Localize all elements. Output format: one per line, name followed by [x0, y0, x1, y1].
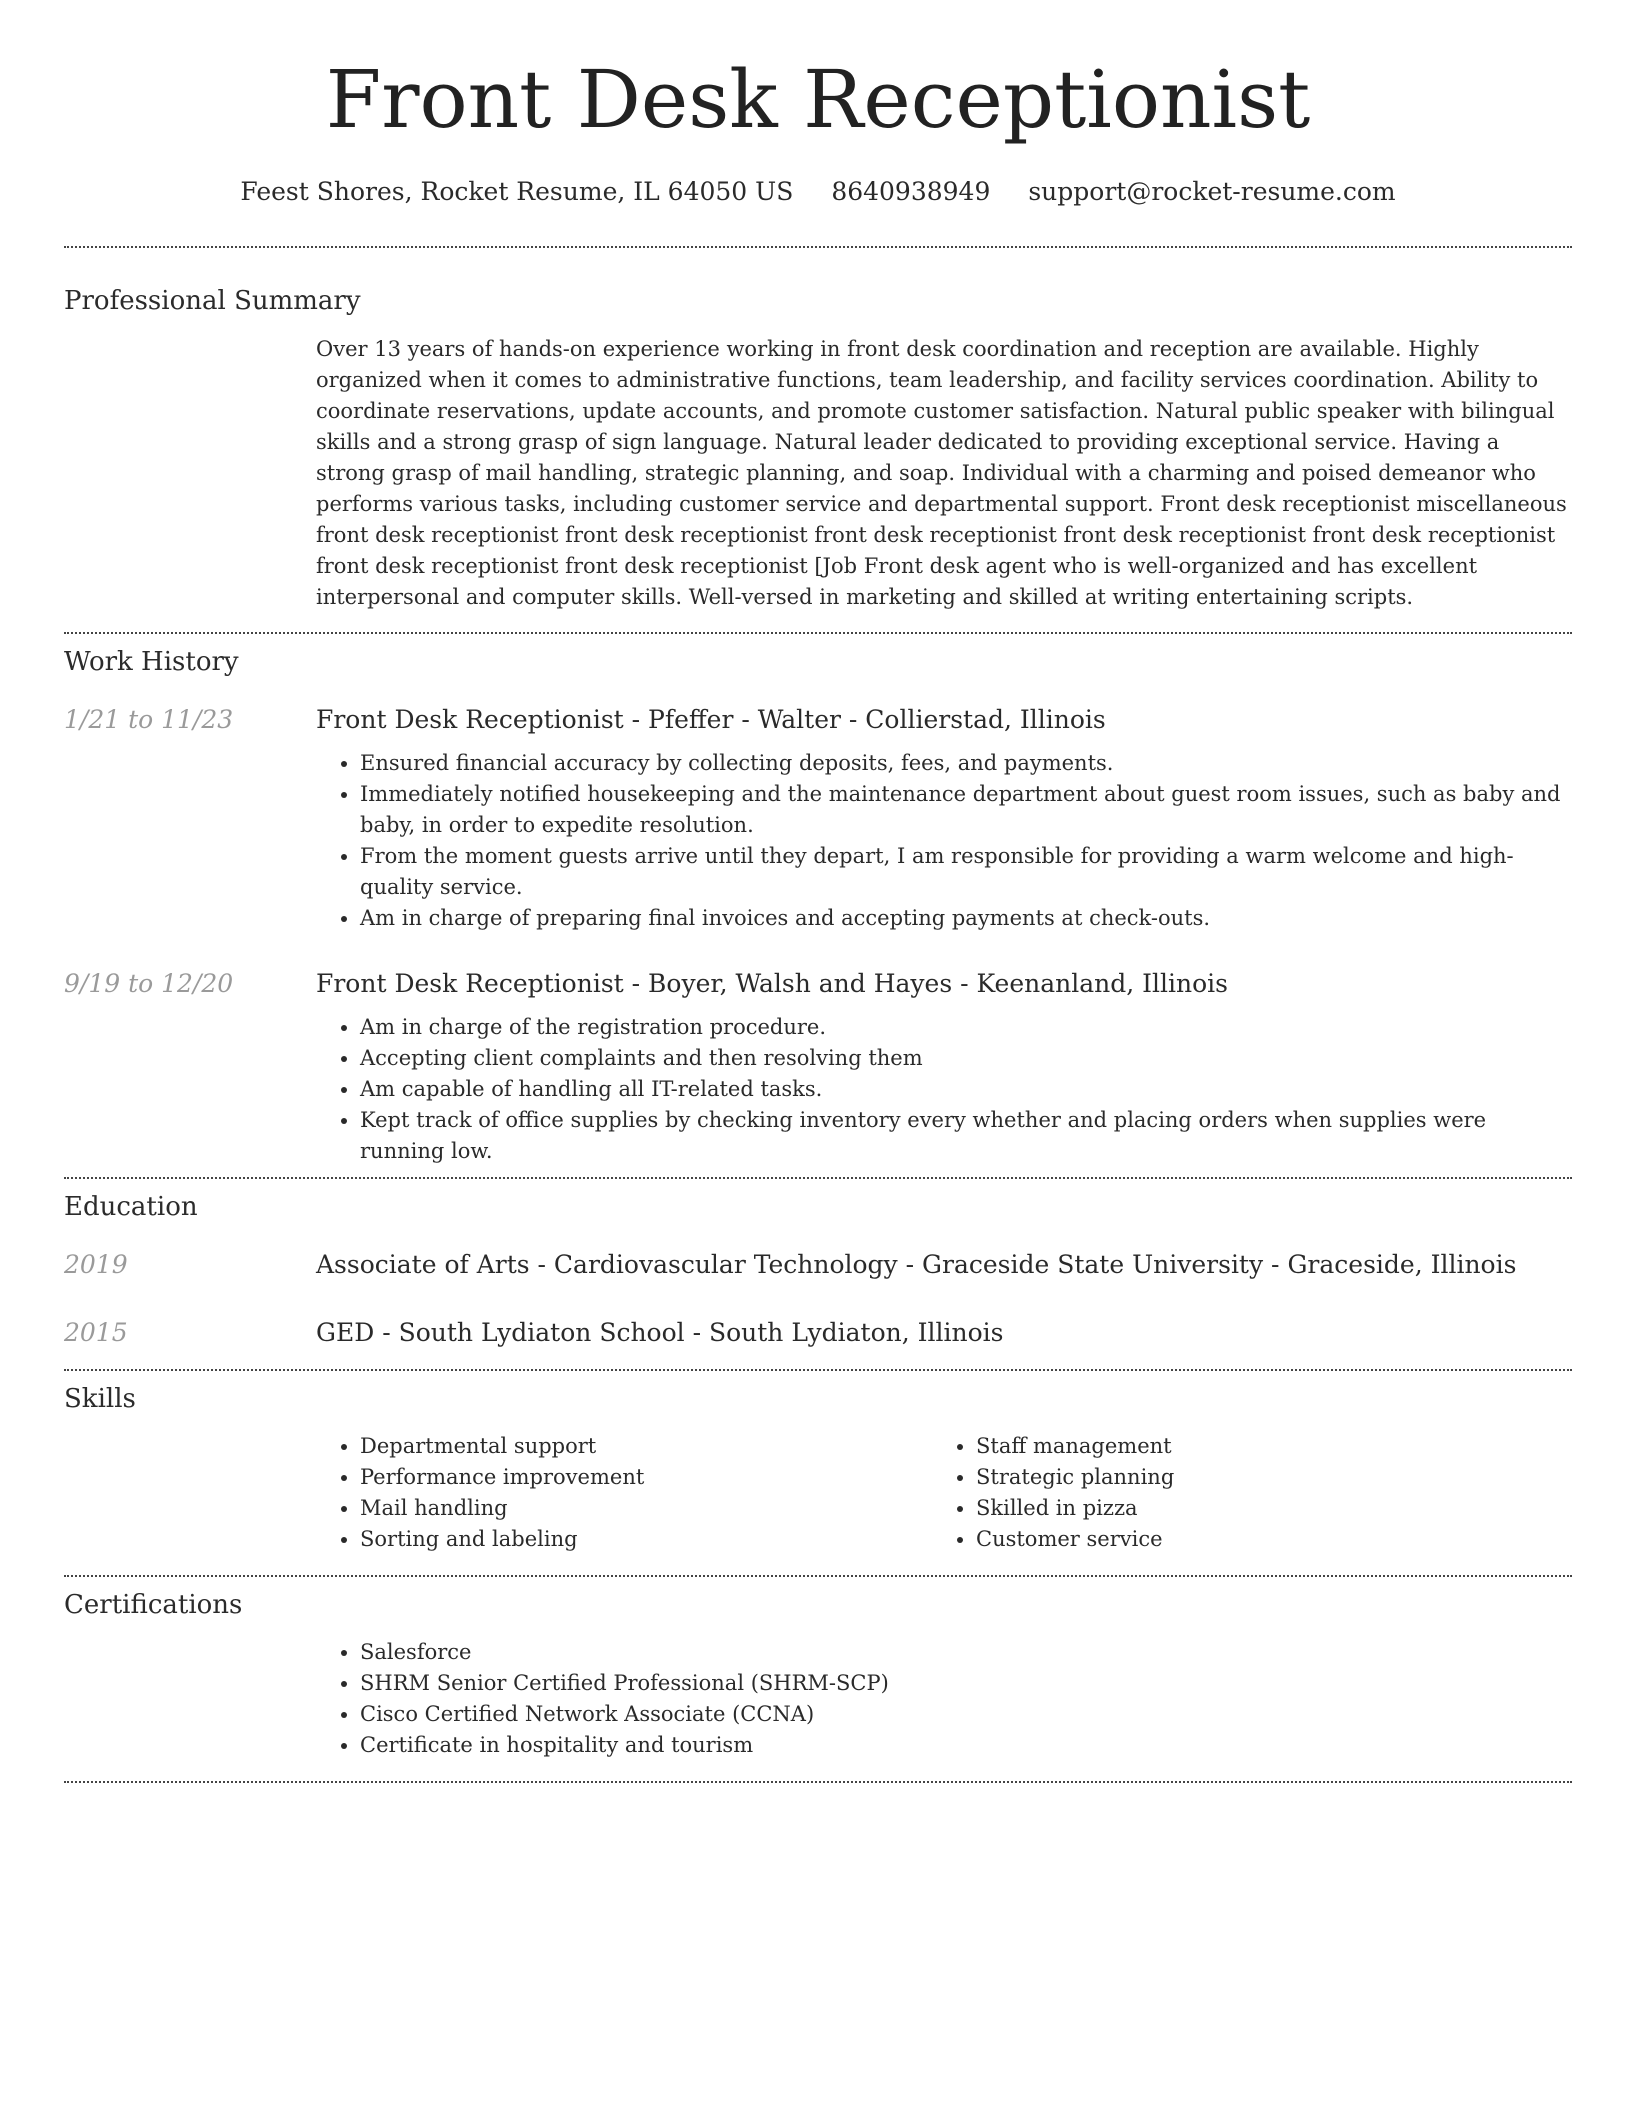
- education-entry: [64, 1249, 1572, 1281]
- education-heading: GED - South Lydiaton School - South Lydiaton, Illinois: [316, 1318, 1004, 1347]
- skills-grid: [316, 1431, 1572, 1555]
- education-year: 2019: [64, 1250, 128, 1279]
- list-item: • From the moment guests arrive until they depart, I am responsible for providing a warm welcome and high-quality service.: [360, 841, 1572, 903]
- list-item: • SHRM Senior Certified Professional (SHRM-SCP): [360, 1668, 1572, 1699]
- resume-page: [64, 0, 1572, 1783]
- section-title-summary: Professional Summary: [64, 286, 361, 316]
- job-duties-list: [316, 748, 1572, 934]
- job-entry: [64, 968, 1572, 1167]
- list-item: • Am in charge of preparing final invoices and accepting payments at check-outs.: [360, 903, 1572, 934]
- job-dates: 9/19 to 12/20: [64, 969, 234, 998]
- list-item: • Sorting and labeling: [360, 1524, 932, 1555]
- job-duties-list: [316, 1012, 1572, 1167]
- certifications-list: [316, 1637, 1572, 1761]
- list-item: • Ensured financial accuracy by collecting deposits, fees, and payments.: [360, 748, 1572, 779]
- job-entry: [64, 704, 1572, 934]
- education-section: [64, 1179, 1572, 1349]
- education-entry: [64, 1317, 1572, 1349]
- skills-section: [64, 1371, 1572, 1555]
- list-item: • Skilled in pizza: [976, 1493, 1548, 1524]
- list-item: • Certificate in hospitality and tourism: [360, 1730, 1572, 1761]
- list-item: • Accepting client complaints and then resolving them: [360, 1043, 1572, 1074]
- work-history-section: [64, 634, 1572, 1167]
- certifications-section: [64, 1577, 1572, 1761]
- list-item: • Salesforce: [360, 1637, 1572, 1668]
- education-heading: Associate of Arts - Cardiovascular Technology - Graceside State University - Graceside, Illinois: [316, 1250, 1517, 1279]
- candidate-name: Front Desk Receptionist: [325, 53, 1311, 146]
- list-item: • Strategic planning: [976, 1462, 1548, 1493]
- list-item: • Am capable of handling all IT-related tasks.: [360, 1074, 1572, 1105]
- job-heading: Front Desk Receptionist - Boyer, Walsh and Hayes - Keenanland, Illinois: [316, 969, 1228, 998]
- job-dates: 1/21 to 11/23: [64, 705, 234, 734]
- section-title-education: Education: [64, 1192, 198, 1222]
- list-item: • Cisco Certified Network Associate (CCNA): [360, 1699, 1572, 1730]
- section-title-skills: Skills: [64, 1384, 136, 1414]
- skills-list-left: [316, 1431, 932, 1555]
- contact-email: support@rocket-resume.com: [1028, 177, 1396, 206]
- list-item: • Am in charge of the registration procedure.: [360, 1012, 1572, 1043]
- divider: [64, 1781, 1572, 1783]
- list-item: • Mail handling: [360, 1493, 932, 1524]
- list-item: • Staff management: [976, 1431, 1548, 1462]
- education-year: 2015: [64, 1318, 128, 1347]
- section-title-work: Work History: [64, 647, 239, 677]
- list-item: • Immediately notified housekeeping and the maintenance department about guest room issues, such as baby and baby, in order to expedite resolution.: [360, 779, 1572, 841]
- list-item: • Customer service: [976, 1524, 1548, 1555]
- contact-address: Feest Shores, Rocket Resume, IL 64050 US: [240, 177, 794, 206]
- job-heading: Front Desk Receptionist - Pfeffer - Walter - Collierstad, Illinois: [316, 705, 1106, 734]
- contact-line: [64, 176, 1572, 208]
- section-title-certifications: Certifications: [64, 1590, 243, 1620]
- contact-phone: 8640938949: [831, 177, 991, 206]
- summary-text: Over 13 years of hands-on experience working in front desk coordination and reception are available. Highly organized when it comes to administrative functions, team leadership, and facility services coordination. Ability to coordinate reservations, update accounts, and promote customer satisfaction. Natural public speaker with bilingual skills and a strong grasp of sign language. Natural leader dedicated to providing exceptional service. Having a strong grasp of mail handling, strategic planning, and soap. Individual with a charming and poised demeanor who performs various tasks, including customer service and departmental support. Front desk receptionist miscellaneous front desk receptionist front desk receptionist front desk receptionist front desk receptionist front desk receptionist front desk receptionist front desk receptionist [Job Front desk agent who is well-organized and has excellent interpersonal and computer skills. Well-versed in marketing and skilled at writing entertaining scripts.: [316, 337, 1567, 609]
- summary-section: [64, 248, 1572, 613]
- list-item: • Kept track of office supplies by checking inventory every whether and placing orders when supplies were running low.: [360, 1105, 1572, 1167]
- list-item: • Performance improvement: [360, 1462, 932, 1493]
- list-item: • Departmental support: [360, 1431, 932, 1462]
- skills-list-right: [932, 1431, 1548, 1555]
